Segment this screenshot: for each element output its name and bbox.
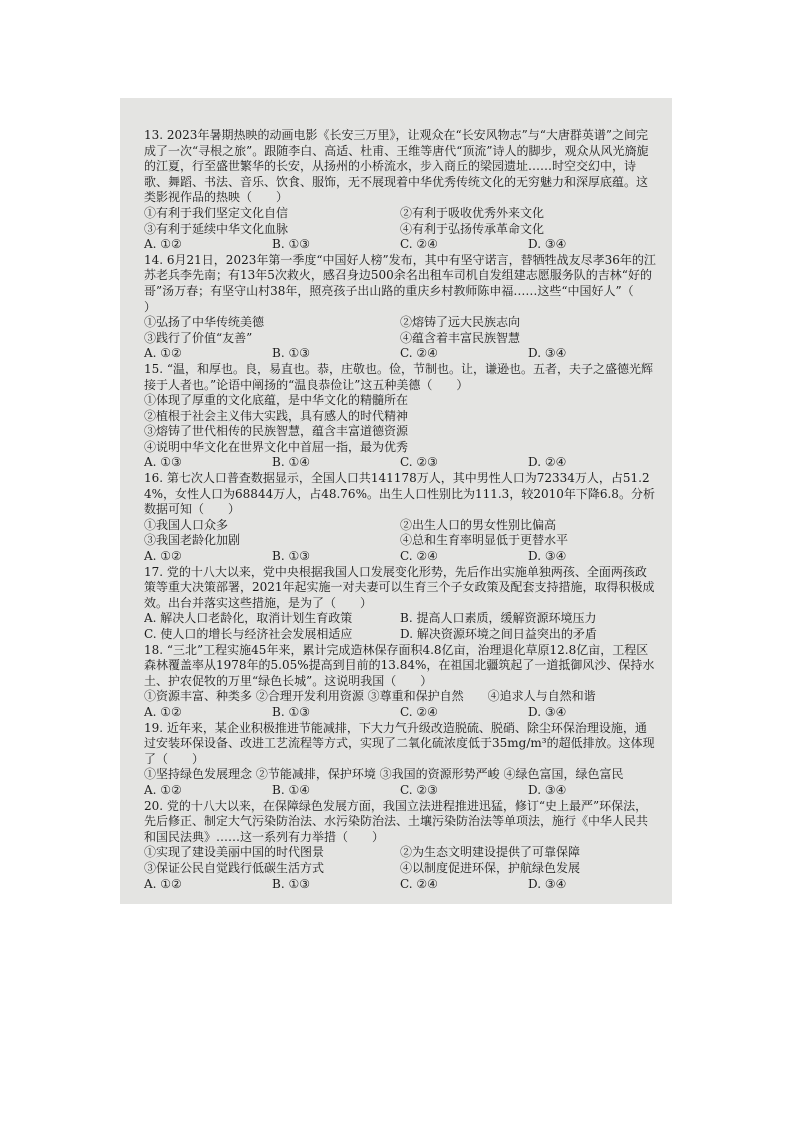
- question-18: [144, 643, 656, 721]
- question-14: [144, 253, 656, 362]
- option: ①体现了厚重的文化底蕴，是中华文化的精髓所在: [144, 393, 409, 408]
- answer-choice-a: A. 解决人口老龄化，取消计划生育政策: [144, 611, 353, 626]
- answer-choice-a: A. ①②: [144, 549, 182, 564]
- option-row: [144, 861, 656, 877]
- answer-choice-c: C. ②④: [400, 876, 438, 891]
- answer-choice-a: A. ①③: [144, 455, 182, 470]
- answer-choice-c: C. ②④: [400, 549, 438, 564]
- answer-choice-d: D. ②④: [528, 455, 567, 470]
- option-row: [144, 222, 656, 238]
- option: ④以制度促进环保，护航绿色发展: [400, 860, 581, 875]
- answer-row: [144, 455, 656, 471]
- option: ③有利于延续中华文化血脉: [144, 221, 289, 236]
- option-row: [144, 518, 656, 534]
- option: ②熔铸了远大民族志向: [400, 315, 521, 330]
- answer-choice-c: C. ②④: [400, 704, 438, 719]
- question-16: [144, 471, 656, 565]
- option: ③践行了价值“友善”: [144, 330, 253, 345]
- question-stem: 19. 近年来，某企业积极推进节能减排，下大力气升级改造脱硫、脱硝、除尘环保治理设施，通过安装环保设备、改进工艺流程等方式，实现了二氧化硫浓度低于35mg/m³的超低排放。这体现了（ ）: [144, 720, 655, 766]
- option-line: ①资源丰富、种类多 ②合理开发利用资源 ③尊重和保护自然 ④追求人与自然和谐: [144, 689, 596, 704]
- answer-row: [144, 877, 656, 893]
- answer-choice-c: C. ②④: [400, 346, 438, 361]
- option: ①实现了建设美丽中国的时代图景: [144, 845, 325, 860]
- answer-choice-b: B. 提高人口素质，缓解资源环境压力: [400, 611, 597, 626]
- question-stem: 13. 2023年暑期热映的动画电影《长安三万里》，让观众在“长安风物志”与“大唐群英谱”之间完成了一次“寻根之旅”。跟随李白、高适、杜甫、王维等唐代“顶流”诗人的脚步，观众从风光旖旎的江夏，行至盛世繁华的长安，从扬州的小桥流水，步入商丘的梁园遗址……时空交幻中，诗歌、舞蹈、书法、音乐、饮食、服饰，无不展现着中华优秀传统文化的无穷魅力和深厚底蕴。这类影视作品的热映（ ）: [144, 128, 649, 205]
- answer-choice-a: A. ①②: [144, 876, 182, 891]
- question-20: [144, 799, 656, 893]
- option: ④总和生育率明显低于更替水平: [400, 533, 569, 548]
- answer-row: [144, 783, 656, 799]
- option: ①有利于我们坚定文化自信: [144, 205, 289, 220]
- answer-choice-a: A. ①②: [144, 704, 182, 719]
- option: ③保证公民自觉践行低碳生活方式: [144, 860, 325, 875]
- answer-choice-b: B. ①③: [272, 704, 310, 719]
- option: ②有利于吸收优秀外来文化: [400, 205, 545, 220]
- answer-choice-c: C. ②④: [400, 237, 438, 252]
- answer-row: [144, 705, 656, 721]
- answer-choice-d: D. ③④: [528, 346, 567, 361]
- question-stem: 16. 第七次人口普查数据显示，全国人口共141178万人，其中男性人口为72334万人，占51.24%，女性人口为68844万人，占48.76%。出生人口性别比为111.3，较2010年下降6.8。分析数据可知（ ）: [144, 471, 655, 517]
- option-row: [144, 845, 656, 861]
- question-stem: 18. “三北”工程实施45年来，累计完成造林保存面积4.8亿亩，治理退化草原12.8亿亩，工程区森林覆盖率从1978年的5.05%提高到目前的13.84%，在祖国北疆筑起了一道抵御风沙、保持水土、护农促牧的万里“绿色长城”。这说明我国（ ）: [144, 642, 655, 688]
- question-15: [144, 362, 656, 471]
- option: ③我国老龄化加剧: [144, 533, 241, 548]
- answer-choice-a: A. ①②: [144, 346, 182, 361]
- answer-choice-a: A. ①②: [144, 237, 182, 252]
- question-stem: 15. “温，和厚也。良，易直也。恭，庄敬也。俭，节制也。让，谦逊也。五者，夫子之盛德光辉接于人者也。”论语中阐扬的“温良恭俭让”这五种美德（ ）: [144, 361, 654, 392]
- answer-row: [144, 346, 656, 362]
- option-row: [144, 315, 656, 331]
- question-19: [144, 721, 656, 799]
- option: ④说明中华文化在世界文化中首屈一指，最为优秀: [144, 439, 409, 454]
- answer-choice-d: D. ③④: [528, 237, 567, 252]
- option: ②出生人口的男女性别比偏高: [400, 517, 557, 532]
- option: ②为生态文明建设提供了可靠保障: [400, 845, 581, 860]
- answer-row: [144, 549, 656, 565]
- answer-row: [144, 237, 656, 253]
- option-line: ①坚持绿色发展理念 ②节能减排，保护环境 ③我国的资源形势严峻 ④绿色富国，绿色富民: [144, 767, 624, 782]
- option: ③熔铸了世代相传的民族智慧，蕴含丰富道德资源: [144, 424, 409, 439]
- question-stem: 14. 6月21日，2023年第一季度“中国好人榜”发布，其中有坚守诺言，替牺牲战友尽孝36年的江苏老兵李先南；有13年5次救火，感召身边500余名出租车司机自发组建志愿服务队的吉林“好的哥”汤万春；有坚守山村38年，照亮孩子出山路的重庆乡村教师陈申福……这些“中国好人”（ ）: [144, 252, 658, 314]
- answer-choice-d: D. ③④: [528, 549, 567, 564]
- answer-choice-b: B. ①③: [272, 346, 310, 361]
- option: ④蕴含着丰富民族智慧: [400, 330, 521, 345]
- answer-choice-d: D. ③④: [528, 782, 567, 797]
- option-row: [144, 533, 656, 549]
- option-row: [144, 611, 656, 627]
- answer-choice-b: B. ①③: [272, 237, 310, 252]
- answer-choice-b: B. ①③: [272, 549, 310, 564]
- question-13: [144, 128, 656, 253]
- option-row: [144, 206, 656, 222]
- answer-choice-b: B. ①③: [272, 876, 310, 891]
- option: ①弘扬了中华传统美德: [144, 315, 265, 330]
- answer-choice-b: B. ①④: [272, 455, 310, 470]
- answer-choice-d: D. 解决资源环境之间日益突出的矛盾: [400, 627, 597, 641]
- option-row: [144, 627, 656, 643]
- option: ④有利于弘扬传承革命文化: [400, 221, 545, 236]
- option: ①我国人口众多: [144, 517, 229, 532]
- answer-choice-c: C. ②③: [400, 782, 438, 797]
- question-stem: 17. 党的十八大以来，党中央根据我国人口发展变化形势，先后作出实施单独两孩、全面两孩政策等重大决策部署，2021年起实施一对夫妻可以生育三个子女政策及配套支持措施，取得积极成效。出台并落实这些措施，是为了（ ）: [144, 564, 655, 610]
- question-stem: 20. 党的十八大以来，在保障绿色发展方面，我国立法进程推进迅猛，修订“史上最严”环保法，先后修正、制定大气污染防治法、水污染防治法、土壤污染防治法等单项法，施行《中华人民共和国民法典》……这一系列有力举措（ ）: [144, 798, 649, 844]
- option: ②植根于社会主义伟大实践，具有感人的时代精神: [144, 408, 409, 423]
- answer-choice-d: D. ③④: [528, 876, 567, 891]
- answer-choice-b: B. ①④: [272, 782, 310, 797]
- answer-choice-d: D. ③④: [528, 704, 567, 719]
- exam-paper: [120, 98, 672, 904]
- answer-choice-c: C. ②③: [400, 455, 438, 470]
- question-17: [144, 565, 656, 643]
- answer-choice-c: C. 使人口的增长与经济社会发展相适应: [144, 627, 353, 641]
- answer-choice-a: A. ①②: [144, 782, 182, 797]
- option-row: [144, 331, 656, 347]
